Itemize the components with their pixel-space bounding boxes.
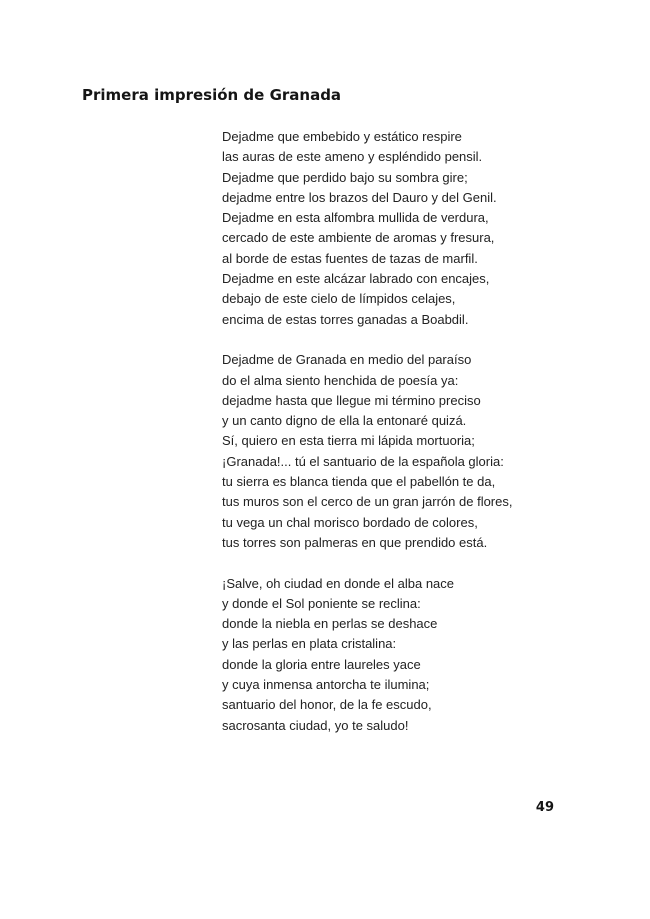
verse-line: tu sierra es blanca tienda que el pabellón te da,	[222, 474, 496, 490]
verse-line: Dejadme en este alcázar labrado con encajes,	[222, 271, 490, 287]
verse-line: Dejadme en esta alfombra mullida de verdura,	[222, 210, 489, 226]
verse-line: dejadme entre los brazos del Dauro y del Genil.	[222, 189, 497, 205]
verse-line: tu vega un chal morisco bordado de colores,	[222, 514, 478, 530]
verse-line: Dejadme que perdido bajo su sombra gire;	[222, 169, 468, 185]
poem-body	[222, 127, 512, 756]
verse-line: do el alma siento henchida de poesía ya:	[222, 372, 459, 388]
verse-line: y donde el Sol poniente se reclina:	[222, 595, 421, 611]
verse-line: ¡Salve, oh ciudad en donde el alba nace	[222, 575, 455, 591]
verse-line: cercado de este ambiente de aromas y fresura,	[222, 230, 495, 246]
verse-line: Dejadme que embebido y estático respire	[222, 129, 462, 144]
verse-line: encima de estas torres ganadas a Boabdil.	[222, 311, 469, 327]
verse-line: tus muros son el cerco de un gran jarrón de flores,	[222, 494, 513, 510]
verse-line: santuario del honor, de la fe escudo,	[222, 697, 432, 713]
verse-line: Dejadme de Granada en medio del paraíso	[222, 352, 472, 368]
verse-line: debajo de este cielo de límpidos celajes,	[222, 291, 456, 307]
verse-line: las auras de este ameno y espléndido pensil.	[222, 149, 483, 165]
stanza	[222, 350, 512, 553]
verse-line: ¡Granada!... tú el santuario de la española gloria:	[222, 453, 504, 469]
poem-title: Primera impresión de Granada	[82, 86, 342, 104]
verse-line: donde la niebla en perlas se deshace	[222, 616, 438, 632]
verse-line: dejadme hasta que llegue mi término preciso	[222, 392, 481, 408]
verse-line: y las perlas en plata cristalina:	[222, 636, 397, 652]
verse-line: y cuya inmensa antorcha te ilumina;	[222, 677, 430, 693]
page-number: 49	[535, 800, 554, 815]
verse-line: al borde de estas fuentes de tazas de marfil.	[222, 250, 478, 266]
verse-line: Sí, quiero en esta tierra mi lápida mortuoria;	[222, 433, 475, 449]
verse-line: sacrosanta ciudad, yo te saludo!	[222, 717, 409, 733]
stanza	[222, 127, 512, 330]
verse-line: y un canto digno de ella la entonaré quizá.	[222, 413, 467, 429]
verse-line: tus torres son palmeras en que prendido está.	[222, 534, 488, 550]
stanza	[222, 574, 512, 736]
verse-line: donde la gloria entre laureles yace	[222, 656, 421, 672]
